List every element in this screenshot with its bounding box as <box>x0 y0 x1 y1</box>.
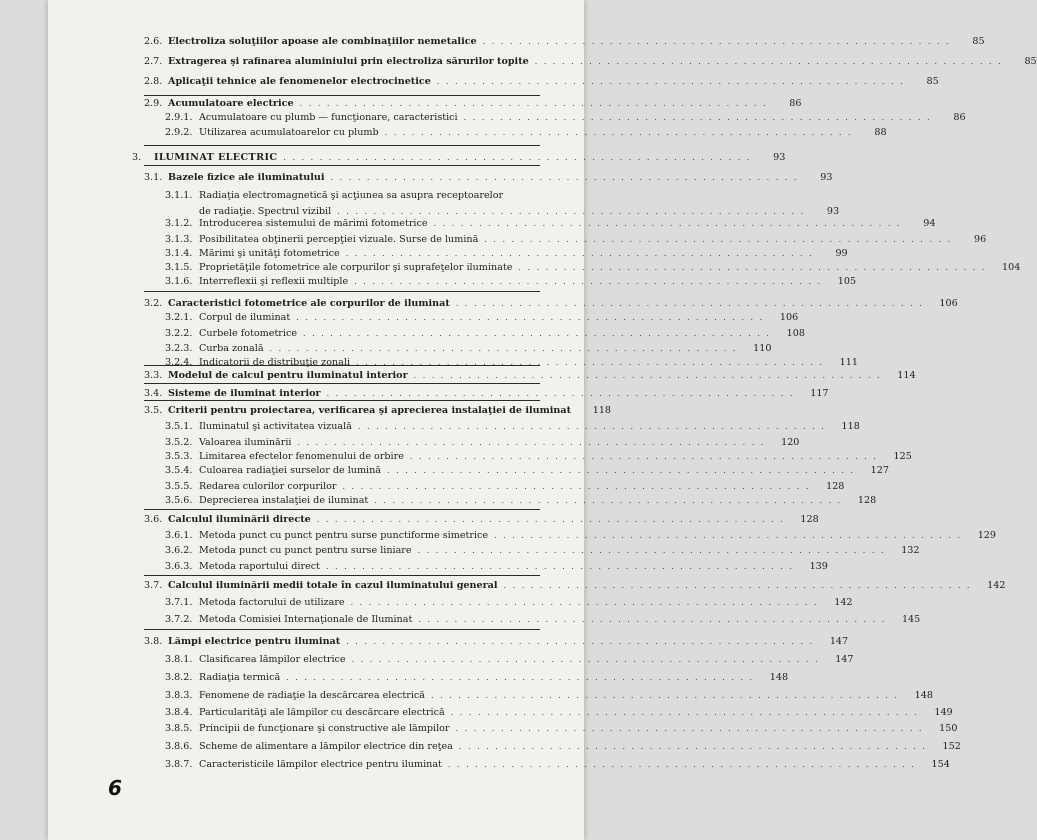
toc-entry-number: 3.1.5. <box>165 262 193 273</box>
toc-entry-page: 150 <box>939 723 958 734</box>
toc-entry[interactable] <box>165 276 857 292</box>
toc-entry-number: 3.5.3. <box>165 451 193 462</box>
toc-entry-title: Extragerea şi rafinarea aluminiului prin electroliza sărurilor topite <box>168 56 529 67</box>
toc-entry[interactable] <box>165 759 950 775</box>
section-divider <box>144 145 540 146</box>
toc-entry[interactable] <box>165 328 805 344</box>
toc-entry-title: Bazele fizice ale iluminatului <box>168 172 325 183</box>
toc-entry[interactable] <box>165 465 889 481</box>
toc-entry[interactable] <box>165 127 887 143</box>
toc-entry-number: 3.8.6. <box>165 741 193 752</box>
dot-leader: . . . . . . . . . . . . . . . . . . . . . . . . . . . . . . . . . . . . . . . . . . . . . . . . . . . . <box>455 724 924 733</box>
dot-leader: . . . . . . . . . . . . . . . . . . . . . . . . . . . . . . . . . . . . . . . . . . . . . . . . . . . . <box>518 263 987 272</box>
toc-entry-number: 3.4. <box>144 388 163 399</box>
toc-entry[interactable] <box>144 76 939 92</box>
toc-entry-title: Clasificarea lămpilor electrice <box>199 654 346 665</box>
toc-entry-title: Posibilitatea obţinerii percepţiei vizuale. Surse de lumină <box>199 234 479 245</box>
toc-entry-page: 118 <box>841 421 860 432</box>
dot-leader: . . . . . . . . . . . . . . . . . . . . . . . . . . . . . . . . . . . . . . . . . . . . . . . . . . . . <box>455 299 924 308</box>
toc-entry-page: 105 <box>837 276 857 287</box>
toc-entry-title: Scheme de alimentare a lămpilor electrice din reţea <box>199 741 453 752</box>
toc-entry-number: 3.7.1. <box>165 597 193 608</box>
toc-entry-number: 3. <box>132 152 142 163</box>
dot-leader: . . . . . . . . . . . . . . . . . . . . . . . . . . . . . . . . . . . . . . . . . . . . . . . . . . . . <box>350 598 819 607</box>
toc-entry-number: 3.8. <box>144 636 163 647</box>
toc-entry-page: 142 <box>987 580 1006 591</box>
toc-entry-number: 3.5.5. <box>165 481 193 492</box>
dot-leader: . . . . . . . . . . . . . . . . . . . . . . . . . . . . . . . . . . . . . . . . . . . . . . . . . . . . <box>409 452 878 461</box>
toc-entry-title: Principii de funcţionare şi constructive ale lămpilor <box>199 723 450 734</box>
toc-entry-title: Metoda punct cu punct pentru surse liniare <box>199 545 412 556</box>
dot-leader: . . . . . . . . . . . . . . . . . . . . . . . . . . . . . . . . . . . . . . . . . . . . . . . . . . . . <box>384 128 853 137</box>
toc-entry[interactable] <box>144 172 833 188</box>
toc-entry-number: 3.1.2. <box>165 218 193 229</box>
toc-entry-number: 2.9.2. <box>165 127 193 138</box>
toc-entry-page: 147 <box>835 654 854 665</box>
toc-entry-page: 106 <box>779 312 799 323</box>
dot-leader: . . . . . . . . . . . . . . . . . . . . . . . . . . . . . . . . . . . . . . . . . . . . . . . . . . . . <box>297 438 766 447</box>
toc-entry-number: 3.2.1. <box>165 312 193 323</box>
toc-entry-title: Aplicaţii tehnice ale fenomenelor electrocinetice <box>168 76 431 87</box>
toc-entry-page: 104 <box>1002 262 1021 273</box>
toc-entry[interactable] <box>144 370 916 386</box>
toc-entry-page: 149 <box>934 707 953 718</box>
toc-entry-page: 86 <box>789 98 802 109</box>
toc-entry-title: Fenomene de radiaţie la descărcarea electrică <box>199 690 425 701</box>
dot-leader: . . . . . . . . . . . . . . . . . . . . . . . . . . . . . . . . . . . . . . . . . . . . . . . . . . . . <box>330 173 799 182</box>
toc-entry-title: Modelul de calcul pentru iluminatul interior <box>168 370 408 381</box>
toc-entry-page: 99 <box>835 248 848 259</box>
dot-leader: . . . . . . . . . . . . . . . . . . . . . . . . . . . . . . . . . . . . . . . . . . . . . . . . . . . . <box>299 99 768 108</box>
toc-entry-title: Criterii pentru proiectarea, verificarea şi aprecierea instalaţiei de iluminat <box>168 405 572 416</box>
toc-entry[interactable] <box>165 707 953 723</box>
toc-entry-title: Radiaţia electromagnetică şi acţiunea sa asupra receptoarelor <box>199 190 504 201</box>
toc-entry-title: ILUMINAT ELECTRIC <box>154 152 278 163</box>
dot-leader: . . . . . . . . . . . . . . . . . . . . . . . . . . . . . . . . . . . . . . . . . . . . . . . . . . . . <box>458 742 927 751</box>
toc-entry-title: Radiaţia termică <box>199 672 281 683</box>
dot-leader: . . . . . . . . . . . . . . . . . . . . . . . . . . . . . . . . . . . . . . . . . . . . . . . . . . . . <box>303 329 771 338</box>
dot-leader: . . . . . . . . . . . . . . . . . . . . . . . . . . . . . . . . . . . . . . . . . . . . . . . . . . . . <box>337 207 806 216</box>
toc-entry-page: 96 <box>974 234 987 245</box>
toc-entry-number: 3.8.3. <box>165 690 193 701</box>
section-divider <box>144 95 540 96</box>
toc-entry-number: 3.2. <box>144 298 163 309</box>
toc-entry-number: 3.8.1. <box>165 654 193 665</box>
toc-entry-page: 132 <box>901 545 920 556</box>
dot-leader: . . . . . . . . . . . . . . . . . . . . . . . . . . . . . . . . . . . . . . . . . . . . . . . . . . . . <box>296 313 765 322</box>
dot-leader: . . . . . . . . . . . . . . . . . . . . . . . . . . . . . . . . . . . . . . . . . . . . . . . . . . . . <box>433 219 902 228</box>
toc-entry-number: 2.9.1. <box>165 112 193 123</box>
dot-leader: . . . . . . . . . . . . . . . . . . . . . . . . . . . . . . . . . . . . . . . . . . . . . . . . . . . . <box>357 422 826 431</box>
toc-entry-title: Calculul iluminării medii totale în cazul iluminatului general <box>168 580 498 591</box>
toc-entry-page: 148 <box>914 690 933 701</box>
toc-entry[interactable] <box>165 218 936 234</box>
toc-entry-number: 3.6.3. <box>165 561 193 572</box>
toc-entry-number: 2.6. <box>144 36 163 47</box>
toc-entry-title: Metoda Comisiei Internaţionale de Iluminat <box>199 614 413 625</box>
dot-leader: . . . . . . . . . . . . . . . . . . . . . . . . . . . . . . . . . . . . . . . . . . . . . . . . . . . . <box>418 615 887 624</box>
toc-entry-title: Utilizarea acumulatoarelor cu plumb <box>199 127 379 138</box>
toc-entry-title: Deprecierea instalaţiei de iluminat <box>199 495 369 506</box>
toc-entry-title: Particularităţi ale lămpilor cu descărcare electrică <box>199 707 445 718</box>
toc-entry-number: 2.7. <box>144 56 163 67</box>
toc-entry-page: 85 <box>972 36 985 47</box>
toc-entry-number: 3.5. <box>144 405 163 416</box>
toc-entry-title: Interreflexii şi reflexii multiple <box>199 276 349 287</box>
toc-entry-number: 2.9. <box>144 98 163 109</box>
dot-leader: . . . . . . . . . . . . . . . . . . . . . . . . . . . . . . . . . . . . . . . . . . . . . . . . . . . . <box>430 691 899 700</box>
dot-leader: . . . . . . . . . . . . . . . . . . . . . . . . . . . . . . . . . . . . . . . . . . . . . . . . . . . . <box>387 466 855 475</box>
toc-entry-number: 3.8.2. <box>165 672 193 683</box>
toc-entry-page: 93 <box>826 206 840 217</box>
dot-leader: . . . . . . . . . . . . . . . . . . . . . . . . . . . . . . . . . . . . . . . . . . . . . . . . . . . . <box>316 515 785 524</box>
toc-entry-number: 3.6. <box>144 514 163 525</box>
toc-entry-title: Curbele fotometrice <box>199 328 298 339</box>
toc-entry[interactable] <box>165 561 828 577</box>
toc-entry-title: Caracteristici fotometrice ale corpurilor de iluminat <box>168 298 450 309</box>
dot-leader: . . . . . . . . . . . . . . . . . . . . . . . . . . . . . . . . . . . . . . . . . . . . . . . . . . . . <box>325 562 794 571</box>
toc-entry[interactable] <box>165 597 853 613</box>
page-number-folio: 6 <box>108 776 122 800</box>
toc-entry-number: 3.1.6. <box>165 276 193 287</box>
toc-entry[interactable] <box>144 405 612 421</box>
toc-entry[interactable] <box>165 545 920 561</box>
toc-entry-page: 147 <box>829 636 849 647</box>
dot-leader: . . . . . . . . . . . . . . . . . . . . . . . . . . . . . . . . . . . . . . . . . . . . . . . . . . . . <box>482 37 951 46</box>
toc-entry-title: Metoda punct cu punct pentru surse punctiforme simetrice <box>199 530 489 541</box>
dot-leader: . . . . . . . . . . . . . . . . . . . . . . . . . . . . . . . . . . . . . . . . . . . . . . . . . . . . <box>417 546 886 555</box>
book-page <box>48 0 1037 840</box>
dot-leader: . . . . . . . . . . . . . . . . . . . . . . . . . . . . . . . . . . . . . . . . . . . . . . . . . . . . <box>447 760 916 769</box>
toc-entry-number: 3.6.1. <box>165 530 193 541</box>
toc-entry[interactable] <box>144 56 1037 72</box>
toc-entry-number: 3.3. <box>144 370 163 381</box>
toc-entry-number: 3.1.3. <box>165 234 193 245</box>
toc-entry-page: 94 <box>923 218 936 229</box>
toc-entry-number: 3.1. <box>144 172 163 183</box>
toc-entry-page: 128 <box>800 514 819 525</box>
dot-leader: . . . . . . . . . . . . . . . . . . . . . . . . . . . . . . . . . . . . . . . . . . . . . . . . . . . . <box>354 277 823 286</box>
toc-entry[interactable] <box>165 530 997 546</box>
toc-entry-page: 114 <box>897 370 916 381</box>
dot-leader: . . . . . . . . . . . . . . . . . . . . . . . . . . . . . . . . . . . . . . . . . . . . . . . . . . . . <box>413 371 882 380</box>
toc-entry-title: Metoda factorului de utilizare <box>199 597 345 608</box>
toc-entry-number: 3.2.4. <box>165 357 193 368</box>
toc-entry-number: 3.2.3. <box>165 343 193 354</box>
toc-entry[interactable] <box>165 723 958 739</box>
toc-entry-page: 142 <box>834 597 853 608</box>
toc-entry-page: 111 <box>839 357 858 368</box>
toc-entry-title: Sisteme de iluminat interior <box>168 388 321 399</box>
toc-entry-number: 3.1.1. <box>165 190 193 201</box>
toc-entry[interactable] <box>165 495 877 511</box>
toc-entry-page: 85 <box>1024 56 1037 67</box>
toc-entry-page: 106 <box>939 298 958 309</box>
toc-entry-title: Corpul de iluminat <box>199 312 291 323</box>
toc-entry-title: Iluminatul şi activitatea vizuală <box>199 421 352 432</box>
toc-entry-title: Acumulatoare cu plumb — funcţionare, caracteristici <box>199 112 458 123</box>
toc-entry[interactable] <box>144 580 1006 596</box>
dot-leader: . . . . . . . . . . . . . . . . . . . . . . . . . . . . . . . . . . . . . . . . . . . . . . . . . . . . <box>286 673 755 682</box>
toc-entry-page: 117 <box>810 388 829 399</box>
toc-entry-page: 145 <box>901 614 921 625</box>
toc-entry-title: Metoda raportului direct <box>199 561 320 572</box>
toc-entry-number: 3.5.1. <box>165 421 193 432</box>
toc-entry-number: 3.8.7. <box>165 759 193 770</box>
toc-entry[interactable] <box>165 312 799 328</box>
dot-leader: . . . . . . . . . . . . . . . . . . . . . . . . . . . . . . . . . . . . . . . . . . . . . . . . . . . . <box>484 235 953 244</box>
toc-entry-page: 86 <box>953 112 966 123</box>
toc-entry-title: de radiaţie. Spectrul vizibil <box>199 206 332 217</box>
dot-leader: . . . . . . . . . . . . . . . . . . . . . . . . . . . . . . . . . . . . . . . . . . . . . . . . . . . . <box>450 708 919 717</box>
toc-entry[interactable] <box>165 672 789 688</box>
dot-leader: . . . . . . . . . . . . . . . . . . . . . . . . . . . . . . . . . . . . . . . . . . . . . . . . . . . . <box>269 344 738 353</box>
toc-entry-title: Proprietăţile fotometrice ale corpurilor şi suprafeţelor iluminate <box>199 262 513 273</box>
toc-entry-page: 108 <box>786 328 805 339</box>
dot-leader: . . . . . . . . . . . . . . . . . . . . . . . . . . . . . . . . . . . . . . . . . . . . . . . . . . . . <box>463 113 932 122</box>
dot-leader: . . . . . . . . . . . . . . . . . . . . . . . . . . . . . . . . . . . . . . . . . . . . . . . . . . . . <box>345 249 814 258</box>
toc-entry-title: Acumulatoare electrice <box>168 98 294 109</box>
toc-entry[interactable] <box>144 514 819 530</box>
toc-entry-page: 154 <box>931 759 950 770</box>
toc-entry-title: Introducerea sistemului de mărimi fotometrice <box>199 218 428 229</box>
toc-entry-page: 152 <box>942 741 961 752</box>
toc-entry-number: 3.5.4. <box>165 465 193 476</box>
toc-entry-title: Redarea culorilor corpurilor <box>199 481 337 492</box>
toc-entry-title: Mărimi şi unităţi fotometrice <box>199 248 340 259</box>
dot-leader: . . . . . . . . . . . . . . . . . . . . . . . . . . . . . . . . . . . . . . . . . . . . . . . . . . . . <box>374 496 843 505</box>
toc-entry-page: 128 <box>857 495 877 506</box>
toc-entry-title: Culoarea radiaţiei surselor de lumină <box>199 465 382 476</box>
toc-entry-number: 3.5.6. <box>165 495 193 506</box>
toc-entry[interactable] <box>165 421 860 437</box>
toc-entry-page: 139 <box>809 561 828 572</box>
toc-entry-page: 88 <box>874 127 887 138</box>
toc-entry-title: Caracteristicile lămpilor electrice pentru iluminat <box>199 759 442 770</box>
toc-entry-page: 93 <box>773 152 786 163</box>
toc-entry-page: 118 <box>592 405 612 416</box>
toc-entry-title: Indicatorii de distribuţie zonali <box>199 357 351 368</box>
toc-entry-number: 3.8.4. <box>165 707 193 718</box>
dot-leader: . . . . . . . . . . . . . . . . . . . . . . . . . . . . . . . . . . . . . . . . . . . . . . . . . . . . <box>351 655 820 664</box>
toc-entry-title: Calculul iluminării directe <box>168 514 311 525</box>
dot-leader: . . . . . . . . . . . . . . . . . . . . . . . . . . . . . . . . . . . . . . . . . . . . . . . . . . . . <box>346 637 815 646</box>
dot-leader: . . . . . . . . . . . . . . . . . . . . . . . . . . . . . . . . . . . . . . . . . . . . . . . . . . . . <box>342 482 811 491</box>
toc-entry[interactable] <box>165 741 961 757</box>
toc-entry[interactable] <box>165 112 966 128</box>
toc-entry-number: 3.1.4. <box>165 248 193 259</box>
toc-entry-page: 120 <box>781 437 800 448</box>
toc-entry-number: 3.7.2. <box>165 614 193 625</box>
toc-entry-page: 127 <box>870 465 889 476</box>
toc-entry[interactable] <box>132 152 786 168</box>
toc-entry-page: 148 <box>769 672 789 683</box>
dot-leader: . . . . . . . . . . . . . . . . . . . . . . . . . . . . . . . . . . . . . . . . . . . . . . . . . . . . <box>503 581 972 590</box>
toc-entry[interactable] <box>165 690 933 706</box>
toc-entry-number: 2.8. <box>144 76 163 87</box>
dot-leader: . . . . . . . . . . . . . . . . . . . . . . . . . . . . . . . . . . . . . . . . . . . . . . . . . . . . <box>356 358 824 367</box>
toc-entry-number: 3.2.2. <box>165 328 193 339</box>
toc-entry[interactable] <box>165 654 854 670</box>
toc-entry-page: 128 <box>826 481 845 492</box>
dot-leader: . . . . . . . . . . . . . . . . . . . . . . . . . . . . . . . . . . . . . . . . . . . . . . . . . . . . <box>436 77 905 86</box>
toc-entry-number: 3.6.2. <box>165 545 193 556</box>
toc-entry-number: 3.5.2. <box>165 437 193 448</box>
toc-entry-title: Limitarea efectelor fenomenului de orbire <box>199 451 404 462</box>
toc-entry-title: Valoarea iluminării <box>199 437 292 448</box>
toc-entry-page: 125 <box>893 451 912 462</box>
toc-entry-title: Curba zonală <box>199 343 264 354</box>
toc-entry-number: 3.7. <box>144 580 163 591</box>
dot-leader: . . . . . . . . . . . . . . . . . . . . . . . . . . . . . . . . . . . . . . . . . . . . . . . . . . . . <box>283 153 752 162</box>
toc-entry-page: 85 <box>926 76 939 87</box>
toc-entry-title: Electroliza soluţiilor apoase ale combinaţiilor nemetalice <box>168 36 477 47</box>
dot-leader: . . . . . . . . . . . . . . . . . . . . . . . . . . . . . . . . . . . . . . . . . . . . . . . . . . . . <box>326 389 795 398</box>
toc-entry[interactable] <box>165 190 582 206</box>
dot-leader: . . . . . . . . . . . . . . . . . . . . . . . . . . . . . . . . . . . . . . . . . . . . . . . . . . . . <box>494 531 963 540</box>
toc-entry[interactable] <box>144 388 829 404</box>
toc-entry[interactable] <box>144 636 849 652</box>
toc-entry-page: 129 <box>977 530 997 541</box>
toc-entry-page: 93 <box>820 172 833 183</box>
toc-entry-number: 3.8.5. <box>165 723 193 734</box>
toc-entry[interactable] <box>165 614 921 630</box>
toc-entry-title: Lămpi electrice pentru iluminat <box>168 636 341 647</box>
toc-entry-page: 110 <box>753 343 772 354</box>
toc-entry[interactable] <box>144 36 985 52</box>
dot-leader: . . . . . . . . . . . . . . . . . . . . . . . . . . . . . . . . . . . . . . . . . . . . . . . . . . . . <box>534 57 1003 66</box>
